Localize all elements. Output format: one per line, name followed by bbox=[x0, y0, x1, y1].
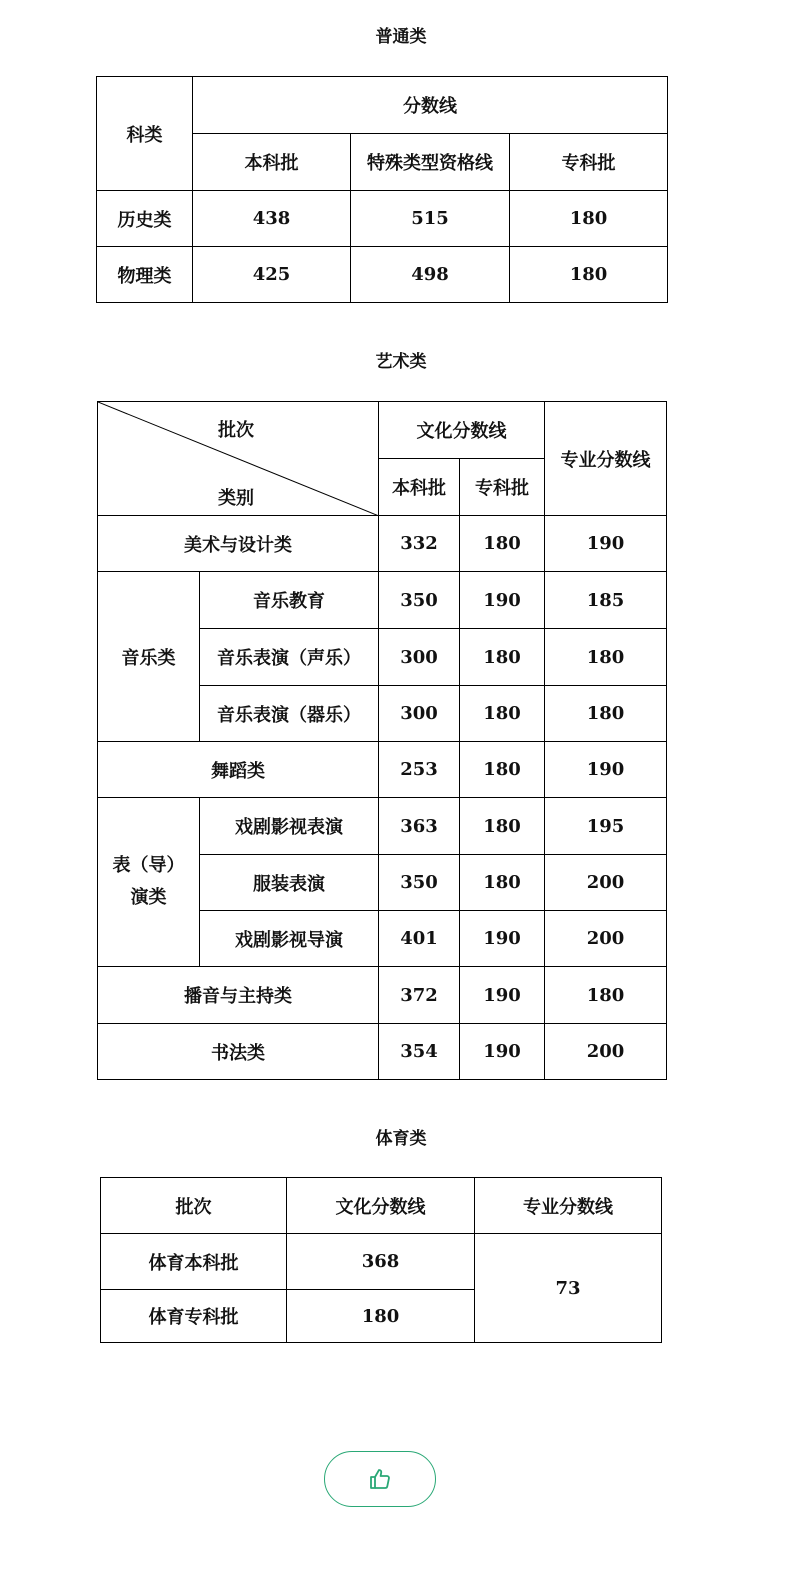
score-cell: 190 bbox=[545, 742, 667, 798]
general-section-title: 普通类 bbox=[375, 27, 427, 47]
score-cell: 180 bbox=[460, 855, 545, 911]
batch-name: 体育本科批 bbox=[101, 1234, 287, 1290]
category-name: 音乐类 bbox=[98, 572, 200, 742]
score-cell: 300 bbox=[379, 629, 460, 686]
corner-header-category: 类别 bbox=[218, 488, 254, 509]
score-cell: 253 bbox=[379, 742, 460, 798]
subcategory-name: 服装表演 bbox=[200, 855, 379, 911]
score-cell: 180 bbox=[460, 629, 545, 686]
score-line-header: 分数线 bbox=[193, 77, 668, 134]
score-cell: 425 bbox=[193, 247, 351, 303]
table-row bbox=[98, 742, 667, 798]
category-name bbox=[98, 798, 200, 967]
sports-score-table bbox=[100, 1177, 662, 1343]
sports-section-title: 体育类 bbox=[375, 1129, 427, 1149]
column-header: 专业分数线 bbox=[475, 1178, 662, 1234]
score-cell: 498 bbox=[351, 247, 510, 303]
table-row bbox=[97, 191, 668, 247]
subject-header: 科类 bbox=[97, 77, 193, 191]
subcategory-name: 戏剧影视导演 bbox=[200, 911, 379, 967]
table-row bbox=[101, 1234, 662, 1290]
category-name: 美术与设计类 bbox=[98, 516, 379, 572]
score-cell: 190 bbox=[460, 967, 545, 1024]
table-row bbox=[98, 798, 667, 855]
score-cell: 190 bbox=[545, 516, 667, 572]
score-cell: 350 bbox=[379, 855, 460, 911]
score-cell: 185 bbox=[545, 572, 667, 629]
thumbs-up-icon bbox=[368, 1467, 392, 1491]
score-cell: 438 bbox=[193, 191, 351, 247]
score-cell: 372 bbox=[379, 967, 460, 1024]
category-name-line1: 表（导） bbox=[112, 855, 185, 876]
column-header: 特殊类型资格线 bbox=[351, 134, 510, 191]
subject-name: 物理类 bbox=[97, 247, 193, 303]
score-cell: 200 bbox=[545, 1024, 667, 1080]
corner-header bbox=[98, 402, 379, 516]
column-header: 专科批 bbox=[460, 459, 545, 516]
general-score-table bbox=[96, 76, 668, 303]
column-header: 专科批 bbox=[510, 134, 668, 191]
score-cell: 180 bbox=[545, 629, 667, 686]
score-cell: 180 bbox=[460, 516, 545, 572]
pro-score-header: 专业分数线 bbox=[545, 402, 667, 516]
corner-header-batch: 批次 bbox=[218, 420, 254, 441]
category-name: 舞蹈类 bbox=[98, 742, 379, 798]
column-header: 批次 bbox=[101, 1178, 287, 1234]
score-cell: 332 bbox=[379, 516, 460, 572]
art-score-table bbox=[97, 401, 667, 1080]
table-row bbox=[98, 967, 667, 1024]
column-header: 文化分数线 bbox=[287, 1178, 475, 1234]
table-row bbox=[97, 247, 668, 303]
column-header: 本科批 bbox=[193, 134, 351, 191]
like-button[interactable] bbox=[324, 1451, 436, 1507]
score-cell: 180 bbox=[545, 686, 667, 742]
table-row bbox=[98, 1024, 667, 1080]
score-cell: 363 bbox=[379, 798, 460, 855]
culture-score-header: 文化分数线 bbox=[379, 402, 545, 459]
subcategory-name: 戏剧影视表演 bbox=[200, 798, 379, 855]
subcategory-name: 音乐表演（器乐） bbox=[200, 686, 379, 742]
score-cell: 180 bbox=[510, 247, 668, 303]
pro-score-cell: 73 bbox=[475, 1234, 662, 1343]
score-cell: 195 bbox=[545, 798, 667, 855]
score-cell: 300 bbox=[379, 686, 460, 742]
table-row bbox=[98, 572, 667, 629]
batch-name: 体育专科批 bbox=[101, 1290, 287, 1343]
subcategory-name: 音乐教育 bbox=[200, 572, 379, 629]
score-cell: 180 bbox=[510, 191, 668, 247]
score-cell: 180 bbox=[287, 1290, 475, 1343]
art-section-title: 艺术类 bbox=[375, 352, 427, 372]
score-cell: 190 bbox=[460, 911, 545, 967]
score-cell: 180 bbox=[460, 686, 545, 742]
category-name-line2: 演类 bbox=[130, 887, 167, 908]
category-name: 播音与主持类 bbox=[98, 967, 379, 1024]
subject-name: 历史类 bbox=[97, 191, 193, 247]
score-cell: 368 bbox=[287, 1234, 475, 1290]
column-header: 本科批 bbox=[379, 459, 460, 516]
score-cell: 200 bbox=[545, 855, 667, 911]
score-cell: 190 bbox=[460, 1024, 545, 1080]
score-cell: 354 bbox=[379, 1024, 460, 1080]
score-cell: 180 bbox=[545, 967, 667, 1024]
score-cell: 190 bbox=[460, 572, 545, 629]
score-cell: 180 bbox=[460, 798, 545, 855]
score-cell: 515 bbox=[351, 191, 510, 247]
table-row bbox=[98, 516, 667, 572]
category-name: 书法类 bbox=[98, 1024, 379, 1080]
score-cell: 180 bbox=[460, 742, 545, 798]
score-cell: 401 bbox=[379, 911, 460, 967]
score-cell: 350 bbox=[379, 572, 460, 629]
subcategory-name: 音乐表演（声乐） bbox=[200, 629, 379, 686]
score-cell: 200 bbox=[545, 911, 667, 967]
